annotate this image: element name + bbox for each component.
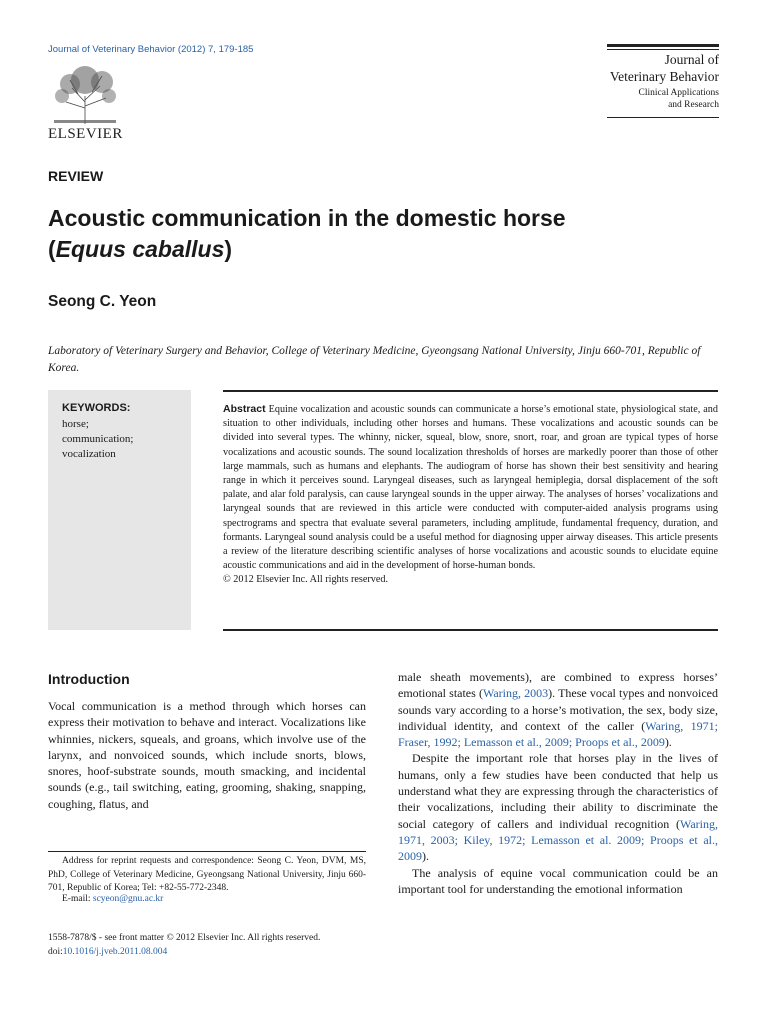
front-matter-text: 1558-7878/$ - see front matter © 2012 Elsevier Inc. All rights reserved. xyxy=(48,933,321,943)
title-species: Equus caballus xyxy=(55,236,225,262)
abstract-label: Abstract xyxy=(223,403,266,415)
body-text: Despite the important role that horses play in the lives of humans, only a few studies have been conducted that help us understand what they are expressing through the characteristics of their vocalizations, including their ability to discriminate the social category of callers and individual recognition ( xyxy=(398,751,718,831)
masthead-title: Veterinary Behavior xyxy=(609,69,719,84)
keyword-item: communication; xyxy=(62,433,134,445)
body-text: male sheath movements), are combined to express horses’ emotional states ( xyxy=(398,670,718,701)
article-title: Acoustic communication in the domestic horse xyxy=(48,205,566,231)
masthead-title: Journal of xyxy=(664,52,719,67)
email-label: E-mail: xyxy=(62,894,93,904)
body-paragraph xyxy=(398,750,718,864)
body-paragraph xyxy=(398,669,718,750)
right-column xyxy=(398,669,718,897)
correspondence-footnote: Address for reprint requests and correspondence: Seong C. Yeon, DVM, MS, PhD, College of Veterinary Medicine, Gyeongsang National University, Jinju 660-701, Republic of Korea; Tel: +82-55-772-2348. xyxy=(48,856,366,893)
abstract-copyright: © 2012 Elsevier Inc. All rights reserved. xyxy=(223,574,389,586)
keywords-heading: KEYWORDS: xyxy=(62,402,131,414)
front-matter xyxy=(48,932,320,959)
footnote-rule xyxy=(48,851,366,852)
masthead-subtitle: Clinical Applications xyxy=(638,88,719,98)
citation-link[interactable]: Waring, 1971, 2003; Kiley, 1972; Lemasson et al. 2009; Proops et al., 2009 xyxy=(398,816,718,864)
article-title-line2 xyxy=(48,236,232,263)
masthead-rule xyxy=(607,49,719,50)
keyword-item: vocalization xyxy=(62,448,116,460)
section-heading-introduction: Introduction xyxy=(48,671,130,687)
abstract-text: Equine vocalization and acoustic sounds can communicate a horse’s emotional state, physiological state, and situation to other individuals, including other horses and humans. These vocalizations and acoustic sounds can be divided into several types. The whinny, nicker, squeal, blow, snore, snort, roar, and groan are typical types of horse vocalizations and acoustic sounds. The sound localization thresholds of horses are markedly poorer than those of other large mammals, such as humans and elephants. The audiogram of horse has shown their best sensitivity and hearing range in which it perceives sound. Laryngeal diseases, such as laryngeal hemiplegia, dorsal displacement of the soft palate, and alar fold paralysis, can cause laryngeal sounds in the upper airway. The analyses of horses’ vocalizations and laryngeal sounds that are reviewed in this article were conducted with computer-aided analysis programs using spectrograms and spectra that evaluate several parameters, including amplitude, fundamental frequency, duration, and formants. Laryngeal sound analysis could be a useful method for diagnosing upper airway diseases. This article presents a review of the literature describing scientific analyses of horse vocalizations and acoustic sounds to elucidate equine acoustic communications and aid in the development of horse-human bonds. xyxy=(223,404,718,572)
doi-line xyxy=(48,946,320,960)
doi-link[interactable]: 10.1016/j.jveb.2011.08.004 xyxy=(62,946,168,957)
masthead-subtitle: and Research xyxy=(668,100,719,110)
body-paragraph: The analysis of equine vocal communication could be an important tool for understanding the emotional information xyxy=(398,865,718,896)
author-name: Seong C. Yeon xyxy=(48,293,157,310)
publisher-name: ELSEVIER xyxy=(48,126,123,142)
keyword-item: horse; xyxy=(62,418,89,430)
masthead-rule xyxy=(607,117,719,118)
elsevier-tree-logo-icon xyxy=(48,62,122,126)
body-text: ). xyxy=(422,849,429,864)
abstract-rule xyxy=(223,629,718,631)
abstract xyxy=(223,402,718,588)
journal-citation[interactable]: Journal of Veterinary Behavior (2012) 7, 179-185 xyxy=(48,44,254,55)
body-text: ). These vocal types and nonvoiced sounds vary according to a horse’s motivation, the sex, body size, individual identity, and context of the caller ( xyxy=(398,686,718,733)
email-link[interactable]: scyeon@gnu.ac.kr xyxy=(92,894,164,904)
abstract-rule xyxy=(223,390,718,392)
citation-link[interactable]: Waring, 1971; Fraser, 1992; Lemasson et al., 2009; Proops et al., 2009 xyxy=(398,718,718,750)
citation-link[interactable]: Waring, 2003 xyxy=(482,686,549,701)
intro-paragraph: Vocal communication is a method through which horses can express their motivation to behave and interact. Vocalizations like whinnies, nickers, squeals, and groans, which involve use of the larynx, and nonvoiced sounds, which include snorts, blows, snores, hoof-substrate sounds, mouth smacking, and incidental sounds (e.g., tail switching, eating, grooming, shaking, snapping, coughing, flatus, and xyxy=(48,699,366,811)
doi-label: doi: xyxy=(48,946,63,957)
body-text: ). xyxy=(664,735,672,750)
masthead-rule xyxy=(607,44,719,47)
section-label: REVIEW xyxy=(48,168,104,184)
correspondence-email xyxy=(62,894,163,904)
title-paren-close: ) xyxy=(224,236,233,262)
author-affiliation: Laboratory of Veterinary Surgery and Behavior, College of Veterinary Medicine, Gyeongsang National University, Jinju 660-701, Republic of Korea. xyxy=(48,345,701,374)
title-paren-open: ( xyxy=(48,236,56,262)
